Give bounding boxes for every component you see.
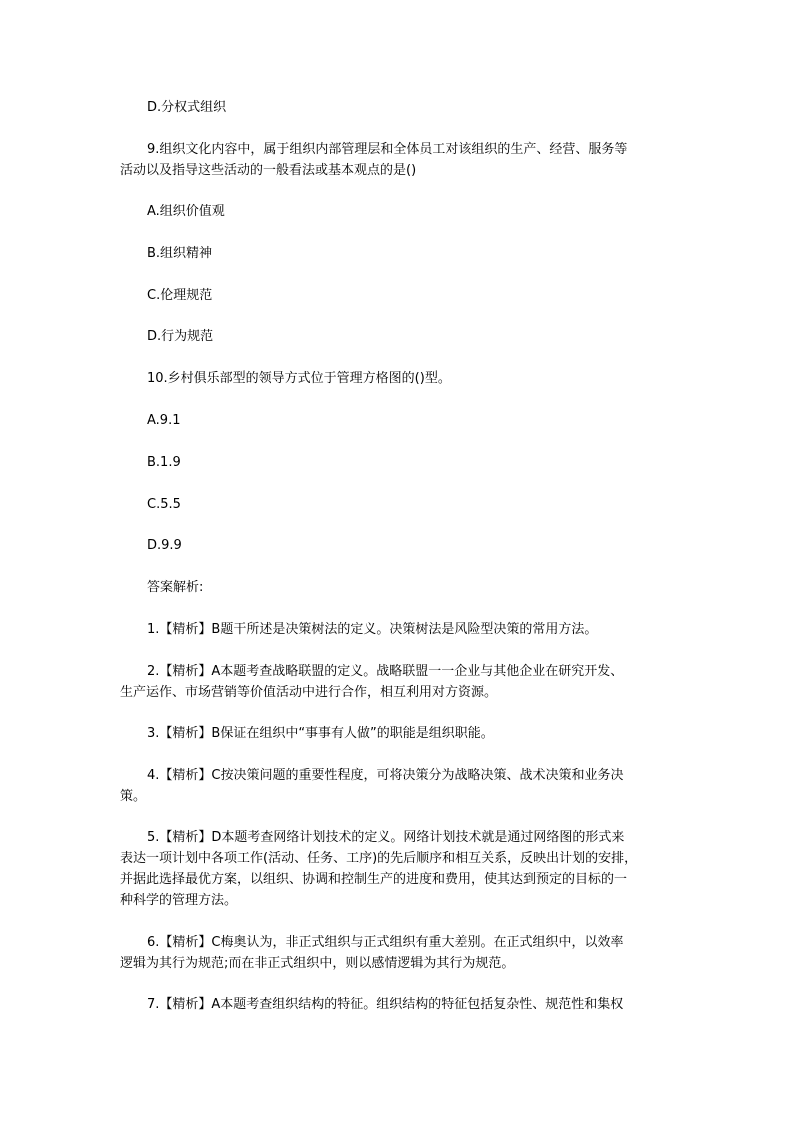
q9-option-a: A.组织价值观 xyxy=(147,204,225,219)
q10-option-b: B.1.9 xyxy=(147,455,181,470)
q9-option-d: D.行为规范 xyxy=(147,329,214,344)
answer-4-line-2: 策。 xyxy=(120,789,147,804)
answer-6-line-2: 逻辑为其行为规范;而在非正式组织中，则以感情逻辑为其行为规范。 xyxy=(120,956,515,971)
answers-heading: 答案解析: xyxy=(147,580,204,595)
q9-stem-line-1: 9.组织文化内容中，属于组织内部管理层和全体员工对该组织的生产、经营、服务等 xyxy=(147,142,628,157)
answer-5-line-1: 5.【精析】D本题考查网络计划技术的定义。网络计划技术就是通过网络图的形式来 xyxy=(147,830,625,845)
answer-5-line-4: 种科学的管理方法。 xyxy=(120,893,238,908)
answer-6-line-1: 6.【精析】C梅奥认为，非正式组织与正式组织有重大差别。在正式组织中，以效率 xyxy=(147,935,624,950)
q10-option-c: C.5.5 xyxy=(147,497,181,512)
answer-2-line-2: 生产运作、市场营销等价值活动中进行合作，相互利用对方资源。 xyxy=(120,685,498,700)
q10-option-d: D.9.9 xyxy=(147,538,182,553)
q10-option-a: A.9.1 xyxy=(147,413,181,428)
q9-stem-line-2: 活动以及指导这些活动的一般看法或基本观点的是() xyxy=(120,163,417,178)
answer-2-line-1: 2.【精析】A本题考查战略联盟的定义。战略联盟一一企业与其他企业在研究开发、 xyxy=(147,664,624,679)
answer-1-line-1: 1.【精析】B题干所述是决策树法的定义。决策树法是风险型决策的常用方法。 xyxy=(147,622,598,637)
answer-5-line-2: 表达一项计划中各项工作(活动、任务、工序)的先后顺序和相互关系，反映出计划的安排， xyxy=(120,851,638,866)
q10-stem: 10.乡村俱乐部型的领导方式位于管理方格图的()型。 xyxy=(147,371,451,386)
q8-option-d: D.分权式组织 xyxy=(147,100,227,115)
q9-option-c: C.伦理规范 xyxy=(147,288,213,303)
answer-4-line-1: 4.【精析】C按决策问题的重要性程度，可将决策分为战略决策、战术决策和业务决 xyxy=(147,768,624,783)
answer-3-line-1: 3.【精析】B保证在组织中“事事有人做”的职能是组织职能。 xyxy=(147,726,494,741)
answer-7-line-1: 7.【精析】A本题考查组织结构的特征。组织结构的特征包括复杂性、规范性和集权 xyxy=(147,997,624,1012)
answer-5-line-3: 并据此选择最优方案，以组织、协调和控制生产的进度和费用，使其达到预定的目标的一 xyxy=(120,872,628,887)
q9-option-b: B.组织精神 xyxy=(147,246,213,261)
